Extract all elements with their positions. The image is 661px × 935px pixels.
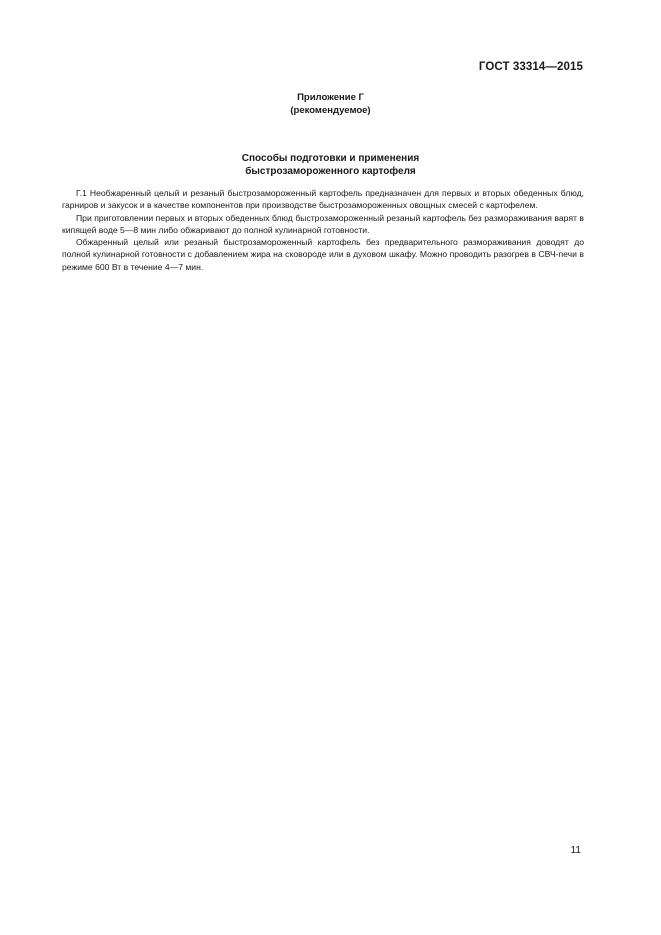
section-title-line-2: быстрозамороженного картофеля xyxy=(245,166,416,177)
paragraph-fried: Обжаренный целый или резаный быстрозамороженный картофель без предварительного размораживания доводят до полной кулинарной готовности с добавлением жира на сковороде или в духовом шкафу. Можно проводить разогрев в СВЧ-печи в режиме 600 Вт в течение 4—7 мин. xyxy=(62,237,584,272)
document-code: ГОСТ 33314—2015 xyxy=(478,61,583,73)
page-number: 11 xyxy=(570,845,581,856)
appendix-status: (рекомендуемое) xyxy=(290,105,371,116)
body-text xyxy=(62,187,584,273)
paragraph-cooking: При приготовлении первых и вторых обеденных блюд быстрозамороженный резаный картофель без размораживания варят в кипящей воде 5—8 мин либо обжаривают до полной кулинарной готовности. xyxy=(62,212,584,235)
section-title-line-1: Способы подготовки и применения xyxy=(241,153,420,164)
section-title xyxy=(0,152,661,178)
appendix-title: Приложение Г xyxy=(297,92,364,103)
paragraph-g1: Г.1 Необжаренный целый и резаный быстрозамороженный картофель предназначен для первых и вторых обеденных блюд, гарниров и закусок и в качестве компонентов при производстве быстрозамороженных овощных смесей с картофелем. xyxy=(62,188,584,211)
appendix-heading xyxy=(0,91,661,117)
